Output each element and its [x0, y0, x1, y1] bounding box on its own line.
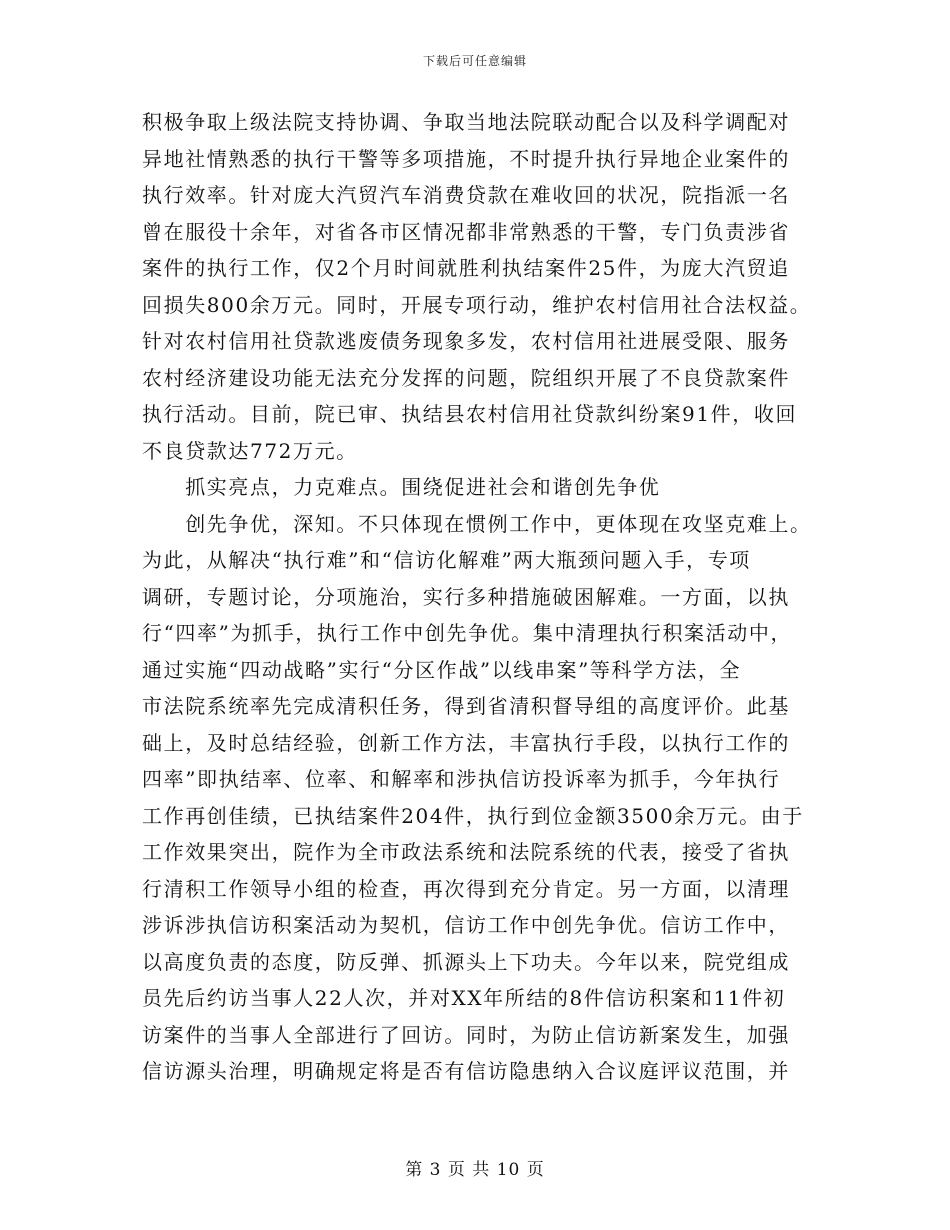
body-line: 员先后约访当事人22人次，并对XX年所结的8件信访积案和11件初 — [142, 986, 786, 1010]
body-line: 农村经济建设功能无法充分发挥的问题，院组织开展了不良贷款案件 — [142, 365, 790, 390]
body-line: 访案件的当事人全部进行了回访。同时，为防止信访新案发生，加强 — [142, 1022, 790, 1047]
body-line: 调研，专题讨论，分项施治，实行多种措施破困解难。一方面，以执 — [142, 584, 790, 609]
body-line: 以高度负责的态度，防反弹、抓源头上下功夫。今年以来，院党组成 — [142, 949, 790, 974]
body-line: 工作再创佳绩，已执结案件204件，执行到位金额3500余万元。由于 — [142, 803, 804, 828]
page-number: 第 3 页 共 10 页 — [405, 1160, 545, 1180]
body-line: 案件的执行工作，仅2个月时间就胜利执结案件25件，为庞大汽贸追 — [142, 256, 790, 280]
body-line: 异地社情熟悉的执行干警等多项措施，不时提升执行异地企业案件的 — [142, 146, 790, 171]
body-line: 四率”即执结率、位率、和解率和涉执信访投诉率为抓手，今年执行 — [142, 767, 781, 791]
body-line: 市法院系统率先完成清积任务，得到省清积督导组的高度评价。此基 — [142, 694, 790, 718]
body-line: 回损失800余万元。同时，开展专项行动，维护农村信用社合法权益。 — [142, 292, 812, 317]
body-line: 曾在服役十余年，对省各市区情况都非常熟悉的干警，专门负责涉省 — [142, 219, 790, 244]
body-line: 工作效果突出，院作为全市政法系统和法院系统的代表，接受了省执 — [142, 840, 790, 864]
body-line: 执行效率。针对庞大汽贸汽车消费贷款在难收回的状况，院指派一名 — [142, 183, 790, 207]
body-line: 为此，从解决“执行难”和“信访化解难”两大瓶颈问题入手，专项 — [142, 548, 751, 572]
body-line: 行清积工作领导小组的检查，再次得到充分肯定。另一方面，以清理 — [142, 876, 790, 901]
body-line: 信访源头治理，明确规定将是否有信访隐患纳入合议庭评议范围，并 — [142, 1059, 790, 1083]
body-line: 针对农村信用社贷款逃废债务现象多发，农村信用社进展受限、服务 — [142, 329, 790, 353]
section-heading: 抓实亮点，力克难点。围绕促进社会和谐创先争优 — [142, 475, 661, 499]
body-line: 涉诉涉执信访积案活动为契机，信访工作中创先争优。信访工作中， — [142, 913, 790, 937]
body-line: 础上，及时总结经验，创新工作方法，丰富执行手段，以执行工作的 — [142, 730, 790, 755]
body-line: 行“四率”为抓手，执行工作中创先争优。集中清理执行积案活动中， — [142, 621, 793, 645]
body-line: 不良贷款达772万元。 — [142, 438, 358, 463]
body-line: 积极争取上级法院支持协调、争取当地法院联动配合以及科学调配对 — [142, 110, 790, 134]
page-header: 下载后可任意编辑 — [422, 54, 527, 68]
body-line: 通过实施“四动战略”实行“分区作战”以线串案”等科学方法，全 — [142, 657, 742, 682]
body-line: 执行活动。目前，院已审、执结县农村信用社贷款纠纷案91件，收回 — [142, 402, 798, 426]
body-line: 创先争优，深知。不只体现在惯例工作中，更体现在攻坚克难上。 — [142, 511, 812, 536]
document-body — [142, 104, 822, 1090]
